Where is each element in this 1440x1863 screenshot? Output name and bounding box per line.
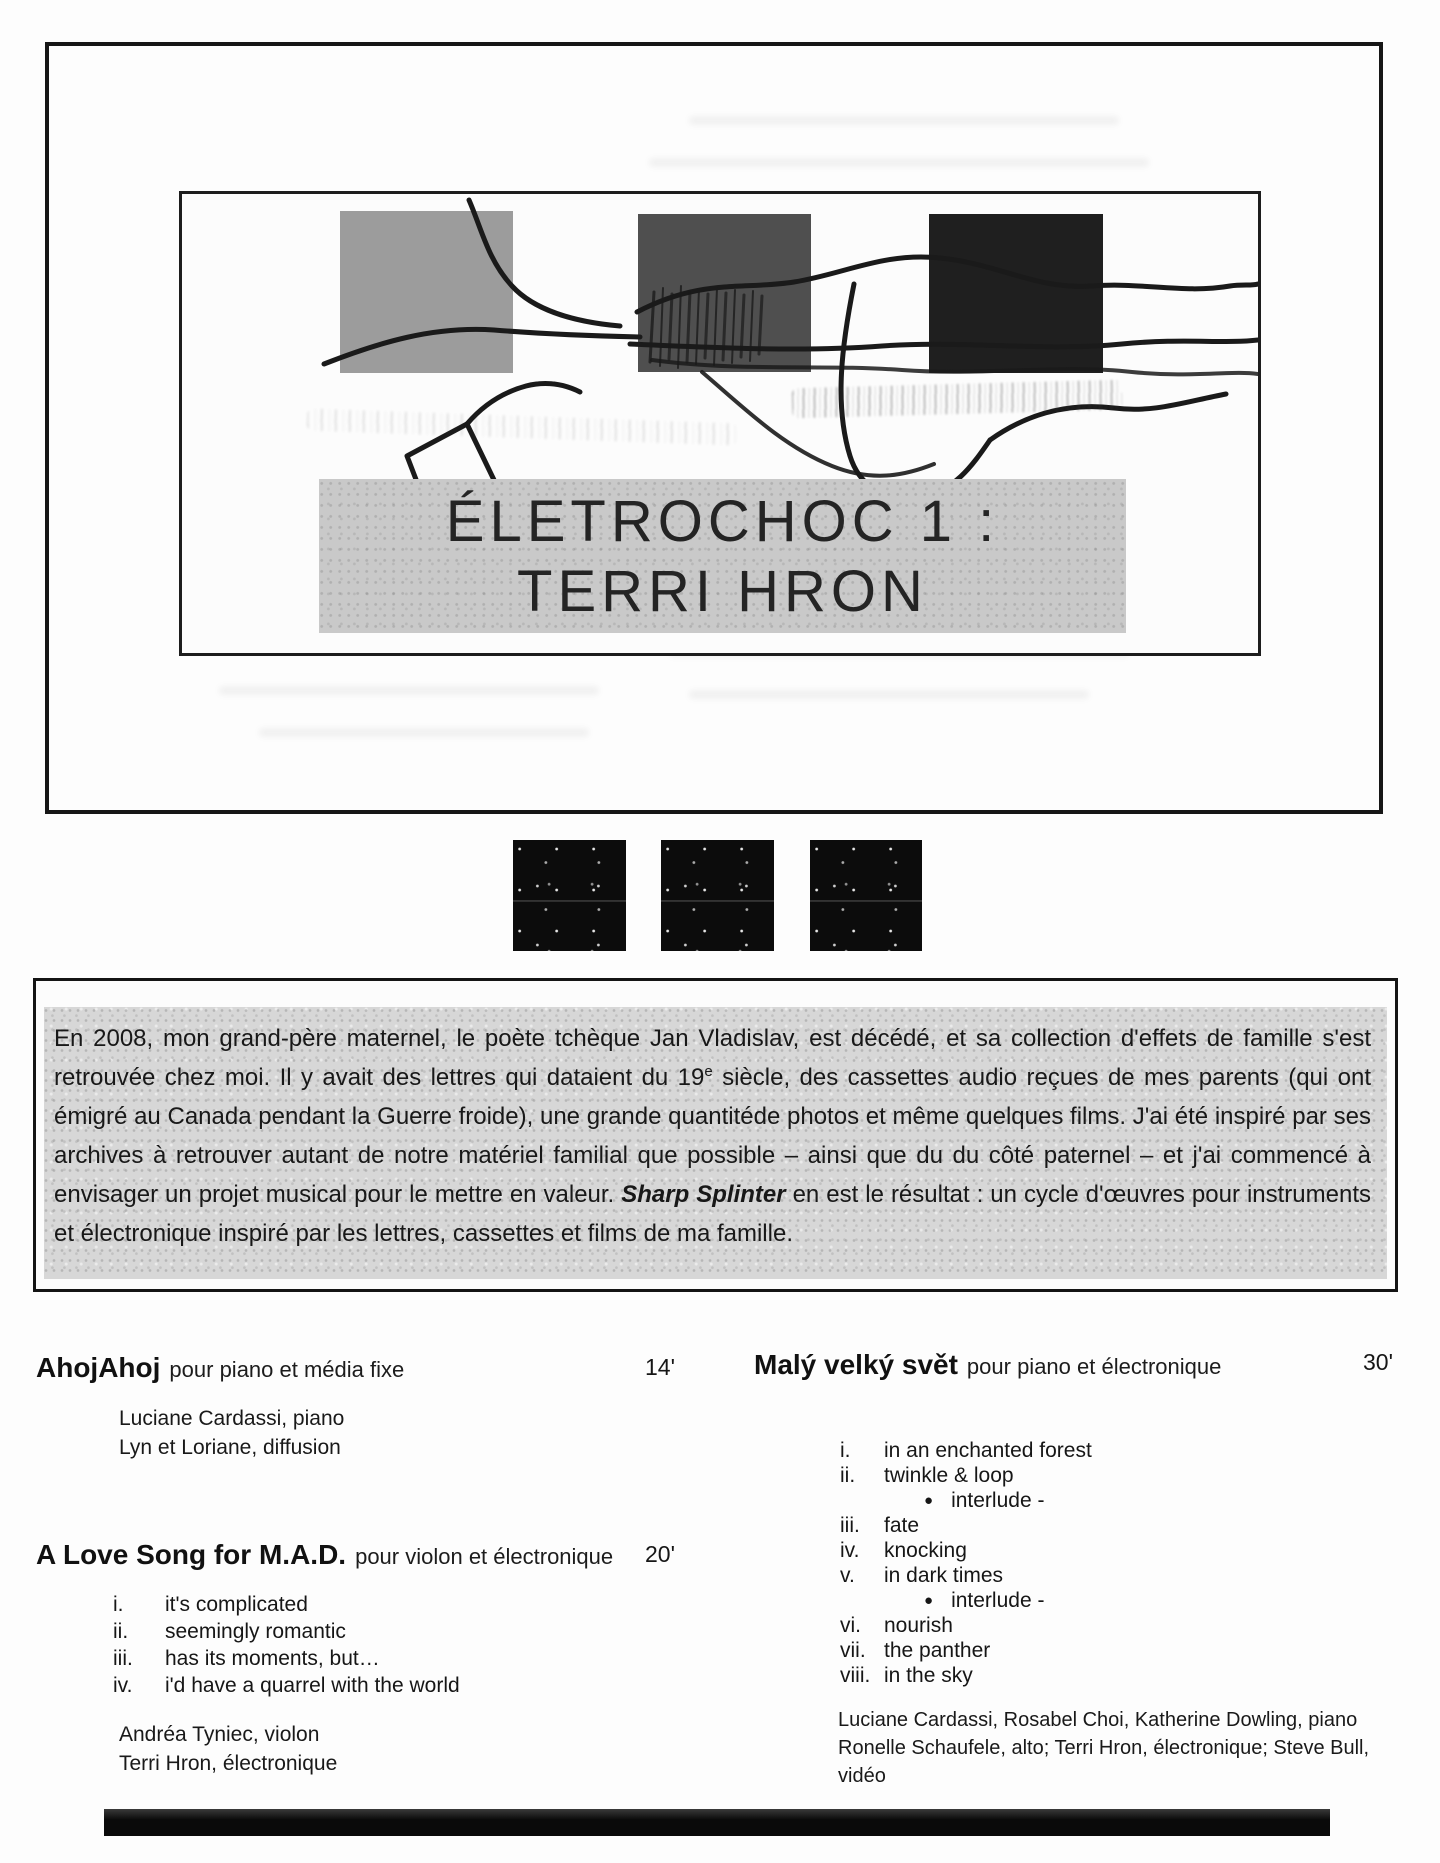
movement-number: iii.: [113, 1647, 133, 1670]
movement-label: in the sky: [884, 1664, 973, 1687]
intro-box: [33, 978, 1398, 1292]
work-3-scoring: pour piano et électronique: [966, 1354, 1222, 1379]
bleedthrough-artifact: [649, 158, 1149, 167]
work-1-heading: [36, 1352, 404, 1384]
movement-row: [113, 1672, 460, 1699]
title-banner: [319, 479, 1126, 633]
bleedthrough-artifact: [689, 690, 1089, 699]
performer-line: Luciane Cardassi, piano: [119, 1407, 345, 1430]
performer-line: Lyn et Loriane, diffusion: [119, 1436, 341, 1459]
work-2-heading: [36, 1539, 613, 1571]
work-1-duration: 14': [645, 1354, 675, 1380]
bottom-bar: [104, 1809, 1330, 1836]
film-frame-2: [661, 840, 774, 951]
intro-part-1: En 2008, mon grand-père maternel, le poète tchèque Jan Vladislav, est décédé, et sa collection d'effets de famille s'est retrouvée chez moi. Il y avait des lettres qui dataient du 19: [54, 1025, 1371, 1091]
movement-number: vii.: [840, 1639, 866, 1662]
movement-number: viii.: [840, 1664, 871, 1687]
movement-row: [840, 1638, 1092, 1663]
page-title-line-2: TERRI HRON: [517, 559, 928, 624]
movement-number: ii.: [113, 1620, 129, 1643]
movement-label: i'd have a quarrel with the world: [165, 1674, 460, 1697]
movement-row: [113, 1645, 460, 1672]
work-1-scoring: pour piano et média fixe: [169, 1357, 405, 1382]
movement-row: [840, 1563, 1092, 1588]
movement-row: [840, 1438, 1092, 1463]
film-frame-1: [513, 840, 626, 951]
performer-line: vidéo: [838, 1765, 886, 1787]
performer-line: Terri Hron, électronique: [119, 1752, 338, 1775]
artwork-image: [179, 191, 1261, 656]
movement-number: iii.: [840, 1514, 860, 1537]
movement-label: has its moments, but…: [165, 1647, 380, 1670]
interlude-label: interlude -: [951, 1489, 1045, 1512]
movement-number: i.: [840, 1439, 851, 1462]
work-1-title: AhojAhoj: [36, 1352, 161, 1383]
movement-number: iv.: [840, 1539, 860, 1562]
movement-row: [113, 1591, 460, 1618]
performer-line: Ronelle Schaufele, alto; Terri Hron, électronique; Steve Bull,: [838, 1737, 1370, 1759]
page-title-line-1: ÉLETROCHOC 1 :: [445, 489, 1000, 554]
movement-label: in an enchanted forest: [884, 1439, 1092, 1462]
work-3-movements: [840, 1438, 1092, 1688]
movement-label: knocking: [884, 1539, 967, 1562]
movement-number: v.: [840, 1564, 855, 1587]
movement-row: [840, 1613, 1092, 1638]
work-1-performers: [119, 1404, 344, 1462]
performer-line: Andréa Tyniec, violon: [119, 1723, 320, 1746]
movement-label: the panther: [884, 1639, 991, 1662]
movement-number: iv.: [113, 1674, 133, 1697]
intro-superscript: e: [704, 1063, 713, 1080]
bleedthrough-artifact: [219, 686, 599, 695]
movement-label: fate: [884, 1514, 920, 1537]
movement-row: [113, 1618, 460, 1645]
work-2-scoring: pour violon et électronique: [355, 1544, 614, 1569]
movement-number: ii.: [840, 1464, 856, 1487]
movement-label: seemingly romantic: [165, 1620, 346, 1643]
movement-row: [840, 1463, 1092, 1488]
work-2-title: A Love Song for M.A.D.: [36, 1539, 347, 1570]
movement-number: vi.: [840, 1614, 861, 1637]
work-3-performers: [838, 1706, 1369, 1790]
movement-row: [840, 1663, 1092, 1688]
intro-band: [44, 1007, 1387, 1279]
bleedthrough-artifact: [689, 116, 1119, 125]
work-3-heading: [754, 1349, 1221, 1381]
bleedthrough-artifact: [259, 728, 589, 737]
work-3-duration: 30': [1363, 1349, 1393, 1375]
movement-row: [840, 1538, 1092, 1563]
work-2-performers: [119, 1720, 337, 1778]
intro-work-name: Sharp Splinter: [621, 1181, 786, 1208]
movement-label: nourish: [884, 1614, 953, 1637]
interlude-label: interlude -: [951, 1589, 1045, 1612]
intro-part-3: en est le résultat : un cycle d'œuvres pour instruments et électronique inspiré par les lettres, cassettes et films de ma famille.: [54, 1181, 1371, 1247]
movement-label: in dark times: [884, 1564, 1004, 1587]
interlude-bullet-icon: ●: [924, 1492, 934, 1509]
movement-label: it's complicated: [165, 1593, 308, 1616]
interlude-row: [840, 1588, 1092, 1613]
header-box: [45, 42, 1383, 814]
interlude-row: [840, 1488, 1092, 1513]
intro-text: [54, 1019, 1371, 1253]
movement-label: twinkle & loop: [884, 1464, 1014, 1487]
movement-row: [840, 1513, 1092, 1538]
film-frame-3: [810, 840, 922, 951]
work-2-movements: [113, 1591, 460, 1699]
intro-part-2: siècle, des cassettes audio reçues de mes parents (qui ont émigré au Canada pendant la Guerre froide), une grande quantitéde photos et même quelques films. J'ai été inspiré par ses archives à retrouver autant de notre matériel familial que possible – ainsi que du du côté paternel – et j'ai commencé à envisager un projet musical pour le mettre en valeur.: [54, 1064, 1371, 1208]
work-2-duration: 20': [645, 1541, 675, 1567]
performer-line: Luciane Cardassi, Rosabel Choi, Katherine Dowling, piano: [838, 1709, 1358, 1731]
interlude-bullet-icon: ●: [924, 1592, 934, 1609]
work-3-title: Malý velký svět: [754, 1349, 958, 1380]
movement-number: i.: [113, 1593, 124, 1616]
